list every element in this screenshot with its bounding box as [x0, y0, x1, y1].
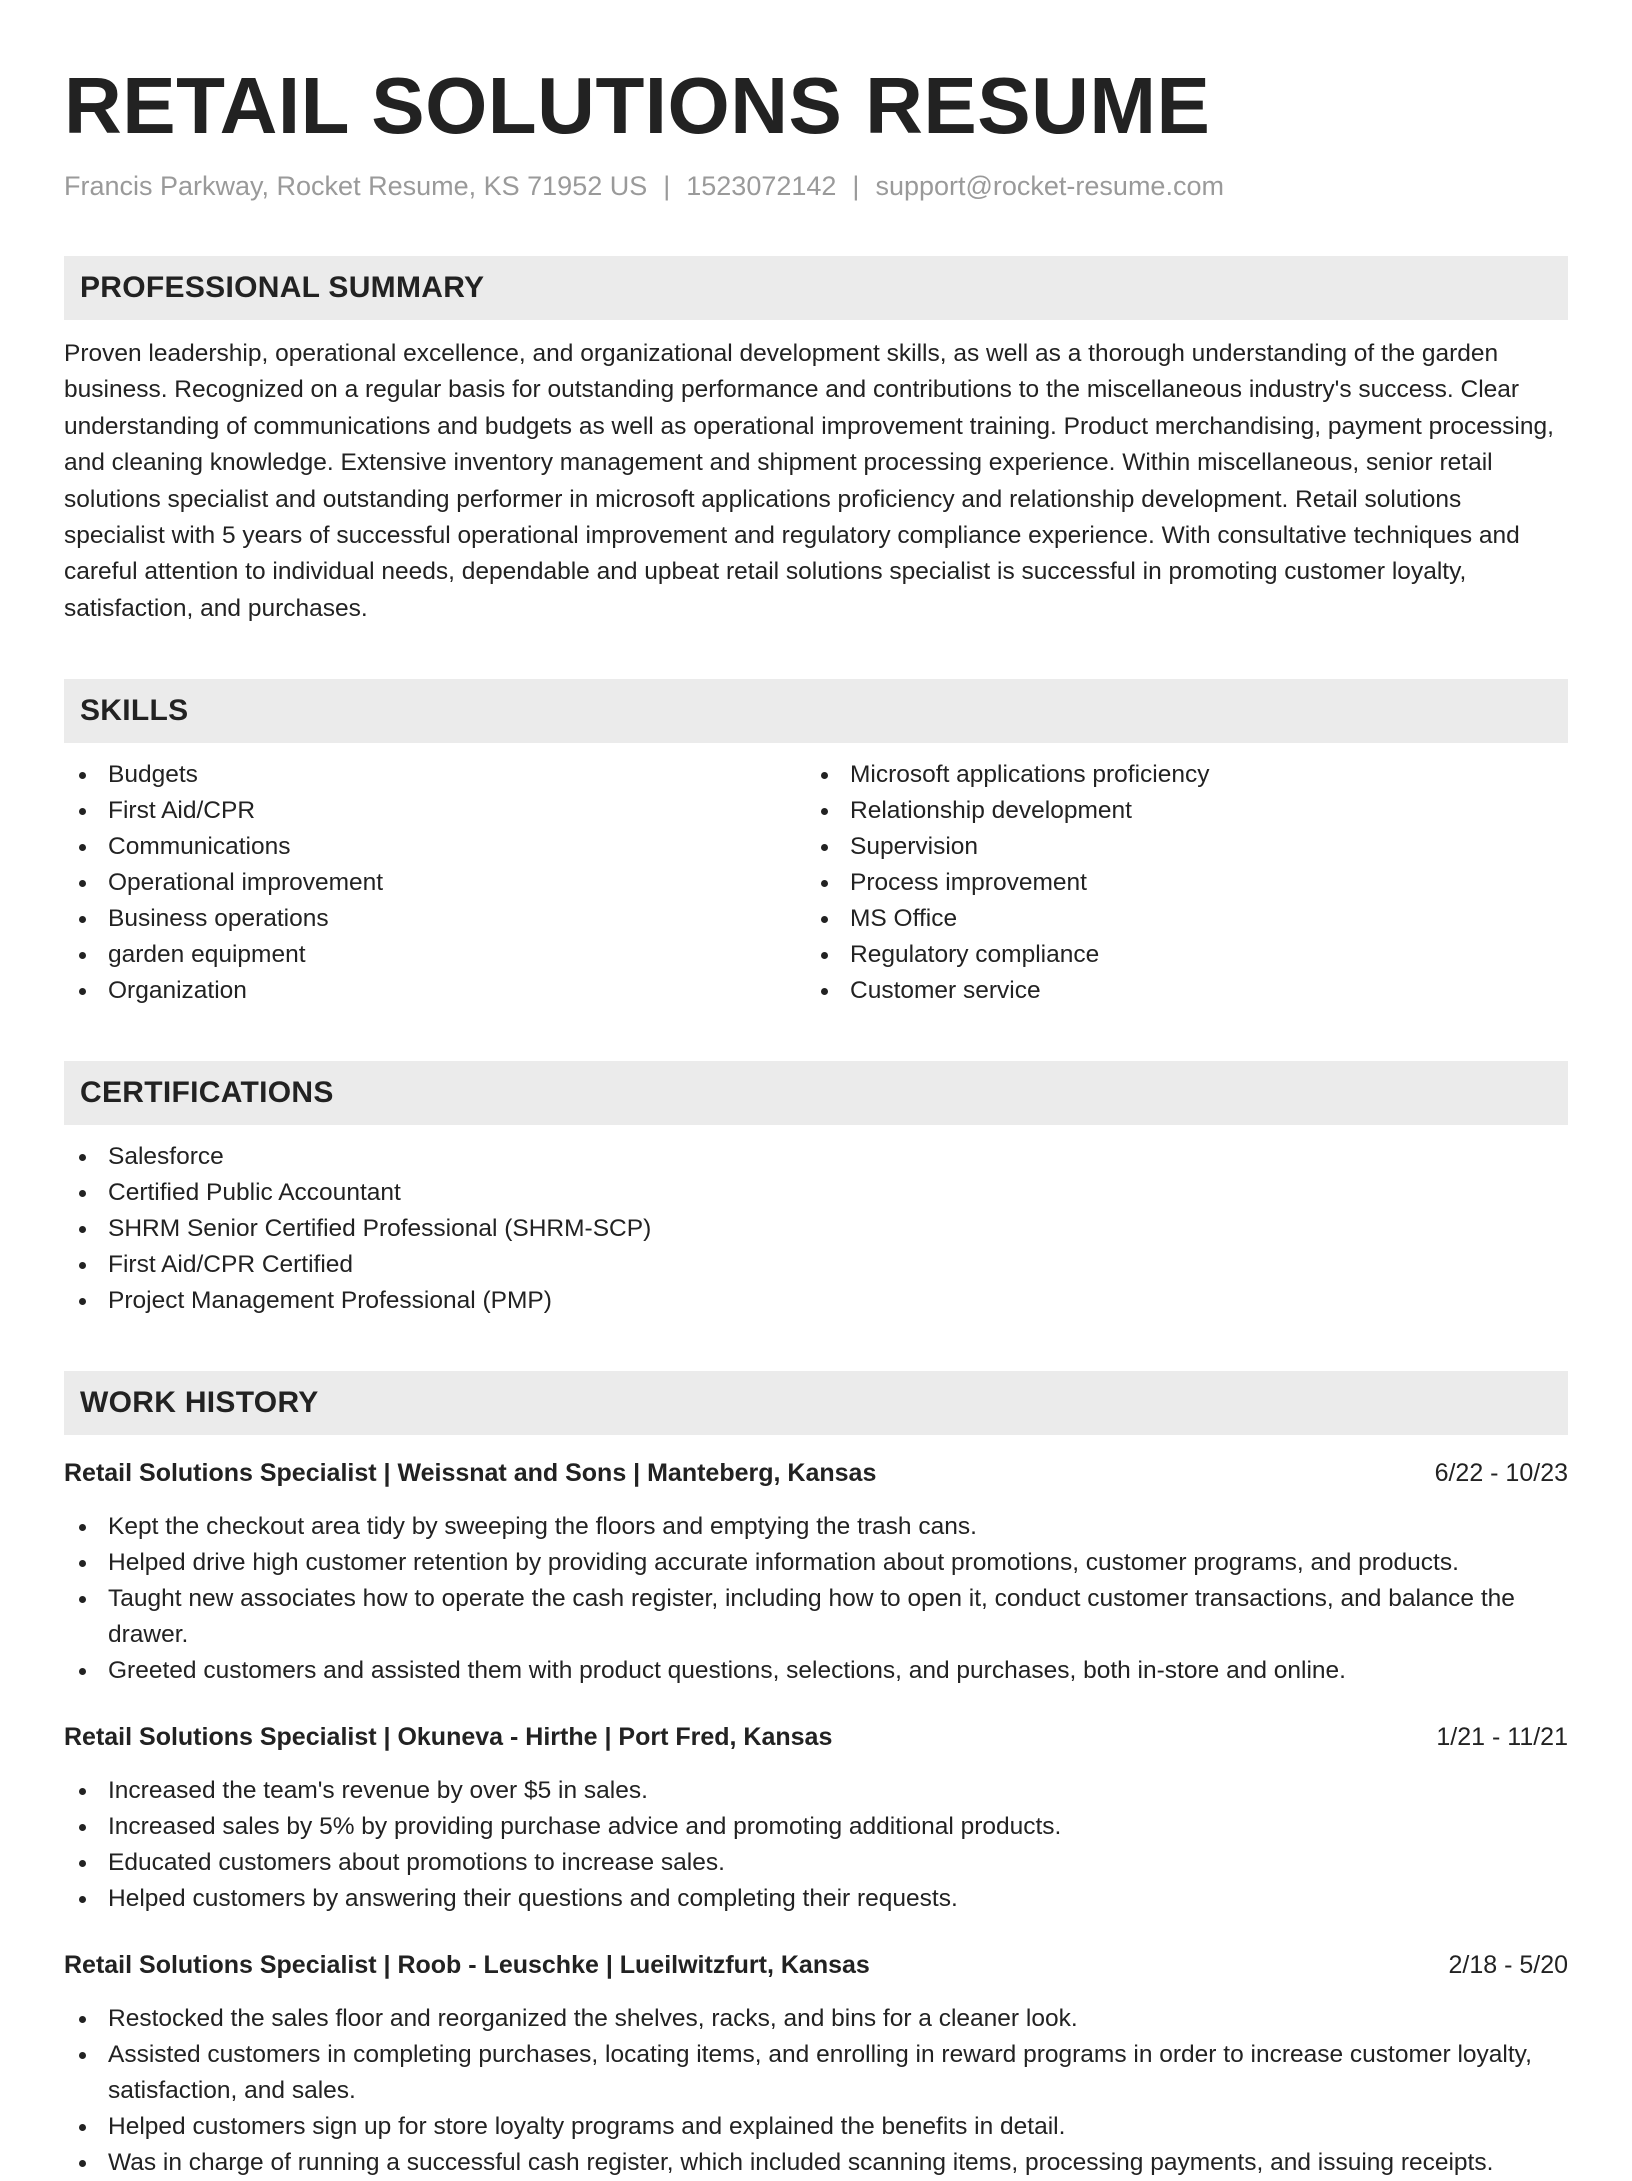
job-header — [64, 1455, 1568, 1491]
job-bullet: Helped drive high customer retention by providing accurate information about promotions, customer programs, and products. — [64, 1545, 1568, 1581]
job-title: Retail Solutions Specialist | Okuneva - Hirthe | Port Fred, Kansas — [64, 1723, 833, 1752]
job-bullet: Helped customers by answering their questions and completing their requests. — [64, 1881, 1568, 1917]
skill-item: Regulatory compliance — [806, 937, 1548, 973]
skill-item: MS Office — [806, 901, 1548, 937]
job-bullets — [64, 1773, 1568, 1917]
section-heading-work-history: WORK HISTORY — [64, 1371, 1568, 1435]
contact-separator: | — [852, 171, 860, 201]
certification-item: First Aid/CPR Certified — [64, 1247, 1568, 1283]
contact-phone: 1523072142 — [686, 171, 837, 201]
certifications-list — [64, 1139, 1568, 1319]
skill-item: Organization — [64, 973, 806, 1009]
skills-list-left — [64, 757, 806, 1009]
contact-line — [64, 168, 1568, 204]
job-header — [64, 1947, 1568, 1983]
skill-item: Operational improvement — [64, 865, 806, 901]
certification-item: Certified Public Accountant — [64, 1175, 1568, 1211]
contact-email[interactable]: support@rocket-resume.com — [875, 171, 1224, 201]
job-bullet: Increased sales by 5% by providing purchase advice and promoting additional products. — [64, 1809, 1568, 1845]
skills-list-right — [806, 757, 1548, 1009]
job-entry — [64, 1455, 1568, 1689]
skill-item: Budgets — [64, 757, 806, 793]
job-dates: 2/18 - 5/20 — [1448, 1951, 1568, 1980]
certification-item: Salesforce — [64, 1139, 1568, 1175]
job-bullet: Assisted customers in completing purchases, locating items, and enrolling in reward programs in order to increase customer loyalty, satisfaction, and sales. — [64, 2037, 1568, 2109]
skills-columns — [64, 743, 1568, 1009]
skill-item: Customer service — [806, 973, 1548, 1009]
job-bullet: Taught new associates how to operate the cash register, including how to open it, conduct customer transactions, and balance the drawer. — [64, 1581, 1568, 1653]
certification-item: Project Management Professional (PMP) — [64, 1283, 1568, 1319]
skill-item: Process improvement — [806, 865, 1548, 901]
job-bullet: Restocked the sales floor and reorganized the shelves, racks, and bins for a cleaner look. — [64, 2001, 1568, 2037]
job-header — [64, 1719, 1568, 1755]
job-entry — [64, 1947, 1568, 2181]
skill-item: Communications — [64, 829, 806, 865]
job-bullet: Educated customers about promotions to increase sales. — [64, 1845, 1568, 1881]
job-bullet: Was in charge of running a successful cash register, which included scanning items, processing payments, and issuing receipts. — [64, 2145, 1568, 2181]
job-dates: 6/22 - 10/23 — [1434, 1459, 1568, 1488]
skill-item: First Aid/CPR — [64, 793, 806, 829]
job-dates: 1/21 - 11/21 — [1436, 1723, 1568, 1752]
job-bullet: Greeted customers and assisted them with product questions, selections, and purchases, both in-store and online. — [64, 1653, 1568, 1689]
skill-item: Supervision — [806, 829, 1548, 865]
job-bullets — [64, 1509, 1568, 1689]
skill-item: Business operations — [64, 901, 806, 937]
summary-text: Proven leadership, operational excellence, and organizational development skills, as well as a thorough understanding of the garden business. Recognized on a regular basis for outstanding performance and contributions to the miscellaneous industry's success. Clear understanding of communications and budgets as well as operational improvement training. Product merchandising, payment processing, and cleaning knowledge. Extensive inventory management and shipment processing experience. Within miscellaneous, senior retail solutions specialist and outstanding performer in microsoft applications proficiency and relationship development. Retail solutions specialist with 5 years of successful operational improvement and regulatory compliance experience. With consultative techniques and careful attention to individual needs, dependable and upbeat retail solutions specialist is successful in promoting customer loyalty, satisfaction, and purchases. — [64, 340, 1554, 622]
skill-item: garden equipment — [64, 937, 806, 973]
skill-item: Relationship development — [806, 793, 1548, 829]
skill-item: Microsoft applications proficiency — [806, 757, 1548, 793]
job-bullet: Increased the team's revenue by over $5 in sales. — [64, 1773, 1568, 1809]
job-entry — [64, 1719, 1568, 1917]
job-title: Retail Solutions Specialist | Weissnat and Sons | Manteberg, Kansas — [64, 1459, 877, 1488]
resume-title: RETAIL SOLUTIONS RESUME — [64, 61, 1211, 150]
contact-separator: | — [663, 171, 671, 201]
job-bullets — [64, 2001, 1568, 2181]
job-bullet: Kept the checkout area tidy by sweeping the floors and emptying the trash cans. — [64, 1509, 1568, 1545]
contact-address: Francis Parkway, Rocket Resume, KS 71952 US — [64, 171, 648, 201]
job-title: Retail Solutions Specialist | Roob - Leuschke | Lueilwitzfurt, Kansas — [64, 1951, 870, 1980]
job-bullet: Helped customers sign up for store loyalty programs and explained the benefits in detail. — [64, 2109, 1568, 2145]
section-heading-skills: SKILLS — [64, 679, 1568, 743]
certification-item: SHRM Senior Certified Professional (SHRM-SCP) — [64, 1211, 1568, 1247]
section-heading-summary: PROFESSIONAL SUMMARY — [64, 256, 1568, 320]
section-heading-certifications: CERTIFICATIONS — [64, 1061, 1568, 1125]
